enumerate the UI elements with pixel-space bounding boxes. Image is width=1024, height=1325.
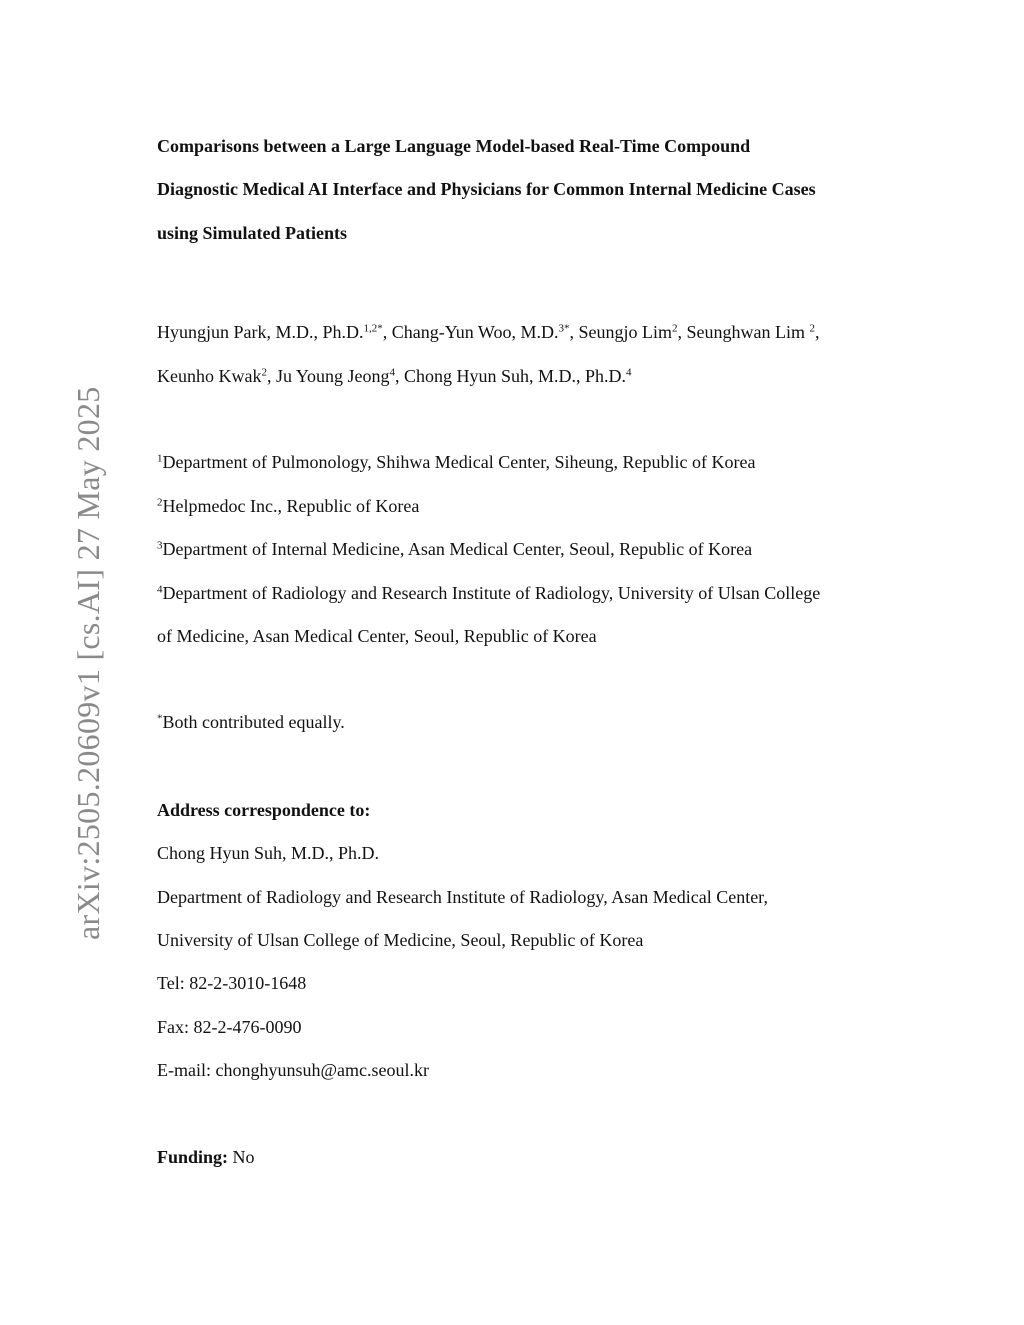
- affiliation-2: [157, 494, 419, 518]
- author-seunghwan-lim-affiliation: 2: [809, 322, 815, 335]
- equal-contribution-note: [157, 710, 345, 734]
- author-jeong: , Ju Young Jeong: [266, 366, 390, 386]
- arxiv-identifier-stamp: arXiv:2505.20609v1 [cs.AI] 27 May 2025: [70, 386, 106, 940]
- correspondence-telephone: Tel: 82-2-3010-1648: [157, 973, 307, 993]
- affiliation-4-text: Department of Radiology and Research Institute of Radiology, University of Ulsan College: [162, 583, 821, 603]
- affiliation-2-number: 2: [157, 496, 163, 509]
- paper-title-line-2: Diagnostic Medical AI Interface and Physicians for Common Internal Medicine Cases: [157, 179, 816, 199]
- author-woo: , Chang-Yun Woo, M.D.: [382, 322, 559, 342]
- correspondence-fax: Fax: 82-2-476-0090: [157, 1017, 302, 1037]
- author-seungjo-lim-affiliation: 2: [672, 322, 678, 335]
- correspondence-department-line-2: University of Ulsan College of Medicine, Seoul, Republic of Korea: [157, 930, 644, 950]
- author-list-comma: ,: [815, 322, 820, 342]
- funding-statement: [157, 1145, 255, 1169]
- affiliation-4-number: 4: [157, 583, 163, 596]
- equal-contribution-asterisk: *: [157, 712, 163, 725]
- correspondence-name: Chong Hyun Suh, M.D., Ph.D.: [157, 843, 380, 863]
- author-suh: , Chong Hyun Suh, M.D., Ph.D.: [395, 366, 627, 386]
- author-woo-affiliation: 3*: [558, 322, 570, 335]
- affiliation-2-text: Helpmedoc Inc., Republic of Korea: [162, 496, 420, 516]
- author-seungjo-lim: , Seungjo Lim: [569, 322, 672, 342]
- correspondence-email: E-mail: chonghyunsuh@amc.seoul.kr: [157, 1060, 430, 1080]
- affiliation-4-line-2: of Medicine, Asan Medical Center, Seoul, Republic of Korea: [157, 626, 597, 646]
- correspondence-heading: Address correspondence to:: [157, 800, 371, 820]
- author-kwak-affiliation: 2: [261, 366, 267, 379]
- author-park: Hyungjun Park, M.D., Ph.D.: [157, 322, 364, 342]
- affiliation-1-number: 1: [157, 452, 163, 465]
- author-kwak: Keunho Kwak: [157, 366, 262, 386]
- affiliation-3-number: 3: [157, 539, 163, 552]
- equal-contribution-text: Both contributed equally.: [162, 712, 345, 732]
- author-suh-affiliation: 4: [626, 366, 632, 379]
- author-list-line-2: [157, 364, 632, 388]
- correspondence-department-line-1: Department of Radiology and Research Institute of Radiology, Asan Medical Center,: [157, 887, 768, 907]
- affiliation-1: [157, 450, 756, 474]
- author-list-line-1: [157, 320, 820, 344]
- paper-title-line-1: Comparisons between a Large Language Model-based Real-Time Compound: [157, 136, 751, 156]
- affiliation-3: [157, 537, 752, 561]
- paper-title-line-3: using Simulated Patients: [157, 223, 348, 243]
- funding-label: Funding:: [157, 1147, 229, 1167]
- author-park-affiliation: 1,2*: [363, 322, 383, 335]
- affiliation-1-text: Department of Pulmonology, Shihwa Medical Center, Siheung, Republic of Korea: [162, 452, 756, 472]
- funding-value: No: [228, 1147, 255, 1167]
- author-jeong-affiliation: 4: [389, 366, 396, 379]
- affiliation-4-line-1: [157, 581, 820, 605]
- affiliation-3-text: Department of Internal Medicine, Asan Medical Center, Seoul, Republic of Korea: [162, 539, 753, 559]
- author-seunghwan-lim: , Seunghwan Lim: [677, 322, 810, 342]
